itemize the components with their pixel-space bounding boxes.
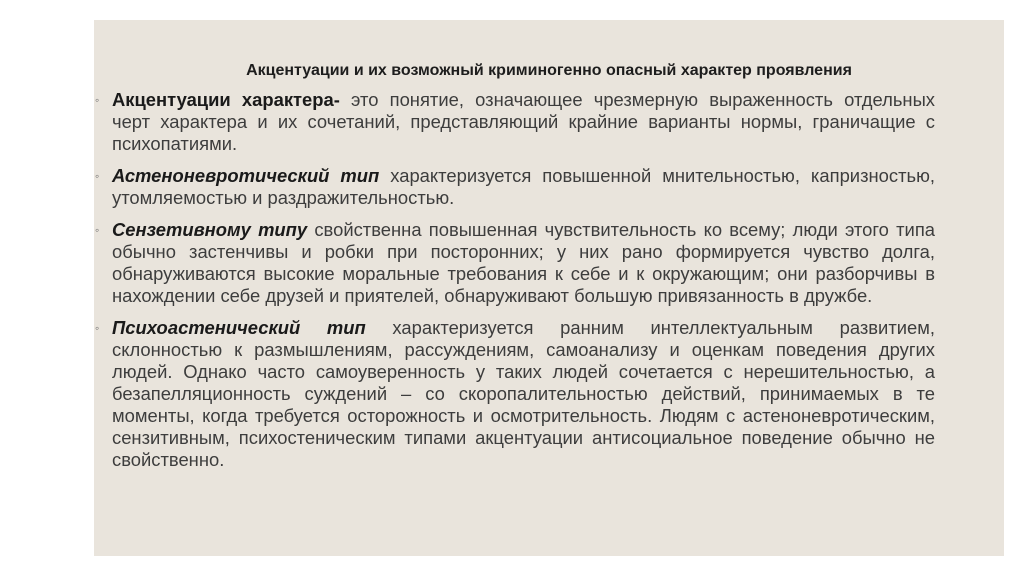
bullet-icon: ◦ (95, 93, 100, 107)
item-term: Психоастенический тип (112, 317, 366, 338)
item-text: свойственна повышенная чувствительность ко всему; люди этого типа обычно застенчивы и робки при посторонних; у них рано формируется чувство долга, обнаруживаются высокие моральные требования к себе и к окружающим; они разборчивы в нахождении себе друзей и приятелей, обнаруживают большую привязанность в дружбе. (112, 219, 936, 306)
item-text: характеризуется ранним интеллектуальным развитием, склонностью к размышлениям, рассуждениям, самоанализу и оценкам поведения других людей. Однако часто самоуверенность у таких людей сочетается с нерешительностью, а безапелляционность суждений – со скоропалительностью действий, принимаемых в те моменты, когда требуется осторожность и осмотрительность. Людям с астеноневротическим, сензитивным, психостеническим типами акцентуации антисоциальное поведение обычно не свойственно. (112, 317, 935, 470)
item-term: Акцентуации характера- (112, 89, 340, 110)
item-text: характеризуется повышенной мнительностью, капризностью, утомляемостью и раздражительностью. (112, 165, 935, 208)
item-text: это понятие, означающее чрезмерную выраженность отдельных черт характера и их сочетаний, представляющий крайние варианты нормы, граничащие с психопатиями. (112, 89, 935, 154)
bullet-icon: ◦ (95, 169, 100, 183)
list-item (95, 89, 935, 155)
slide-title: Акцентуации и их возможный криминогенно опасный характер проявления (246, 62, 852, 79)
bullet-list (95, 89, 935, 481)
item-term: Сензетивному типу (112, 219, 308, 240)
list-item (95, 165, 935, 209)
bullet-icon: ◦ (95, 321, 100, 335)
bullet-icon: ◦ (95, 223, 100, 237)
item-term: Астеноневротический тип (112, 165, 380, 186)
list-item (95, 317, 935, 471)
list-item (95, 219, 935, 307)
